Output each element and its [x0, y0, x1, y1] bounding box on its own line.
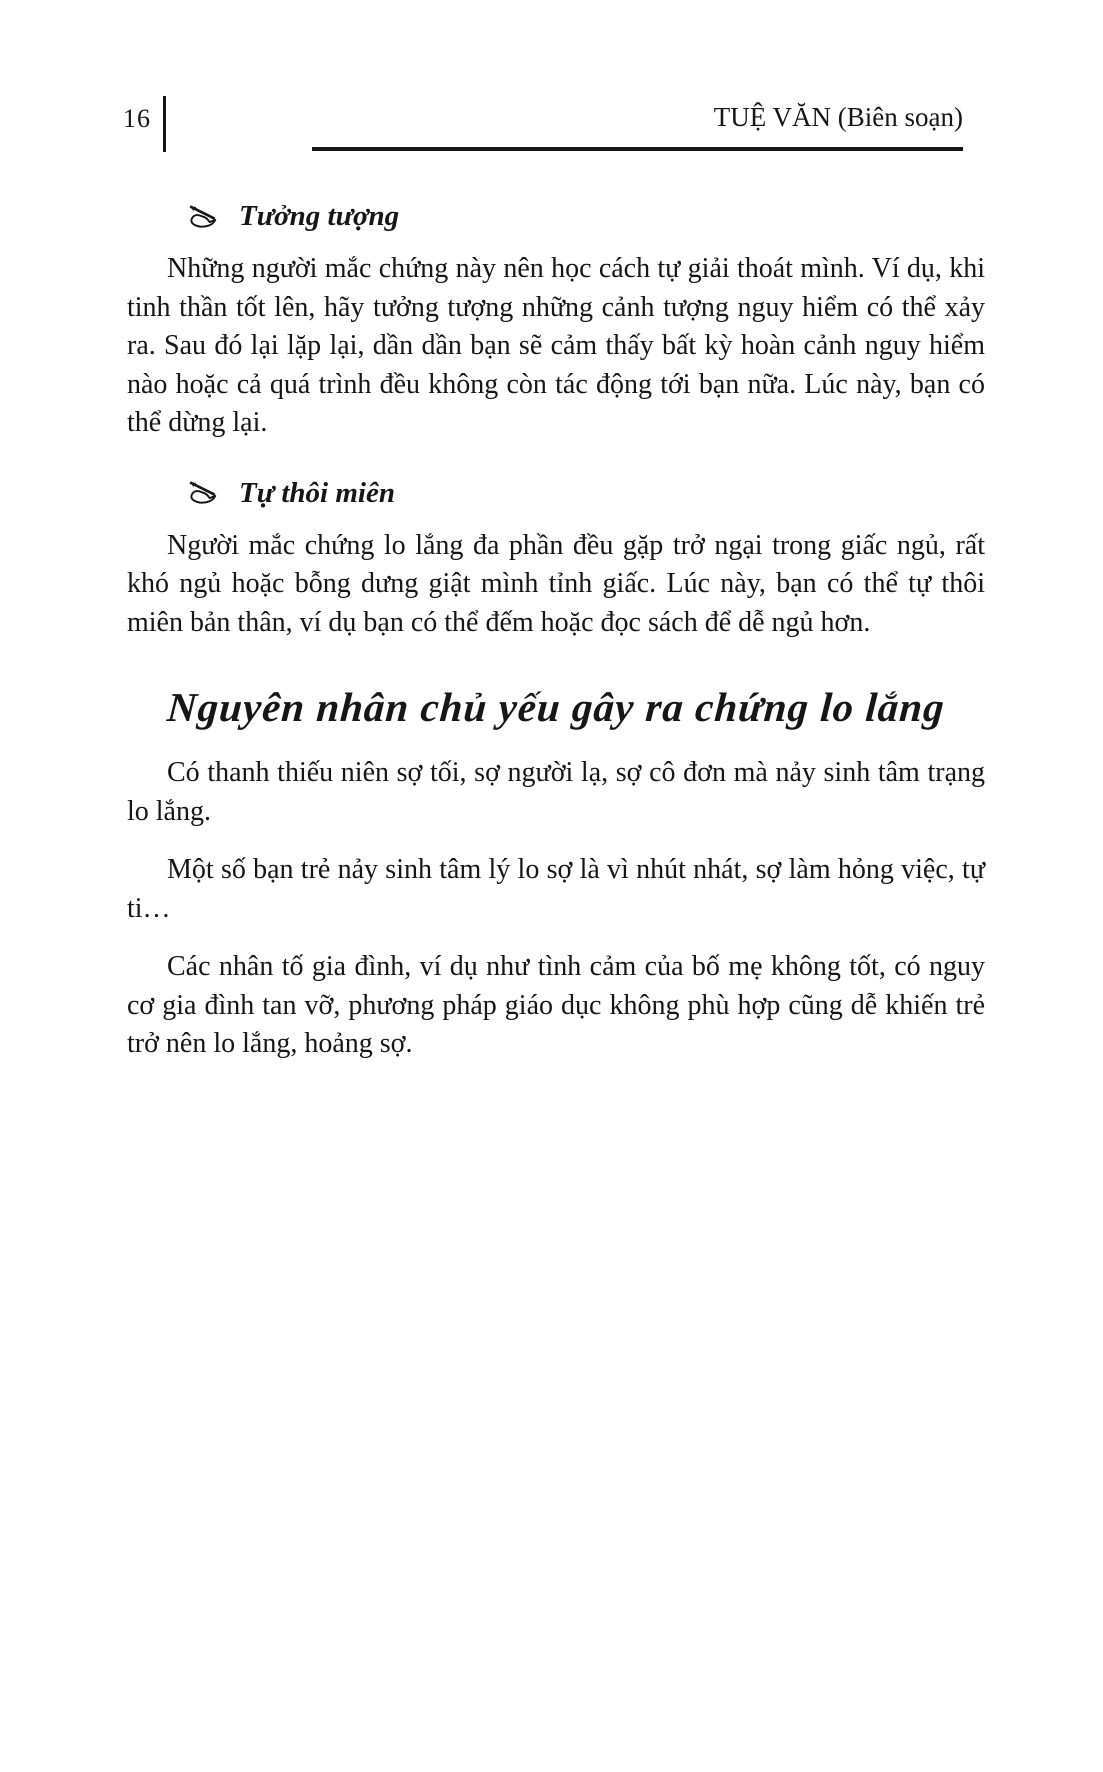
running-title: TUỆ VĂN (Biên soạn)	[713, 102, 963, 132]
subheading-label: Tưởng tượng	[239, 200, 400, 232]
paragraph-causes-fear: Có thanh thiếu niên sợ tối, sợ người lạ, sợ cô đơn mà nảy sinh tâm trạng lo lắng.	[127, 757, 985, 827]
section-title-causes: Nguyên nhân chủ yếu gây ra chứng lo lắng	[165, 684, 947, 730]
subheading-label: Tự thôi miên	[239, 476, 395, 509]
paragraph-causes-timidity: Một số bạn trẻ nảy sinh tâm lý lo sợ là vì nhút nhát, sợ làm hỏng việc, tự ti…	[127, 854, 985, 924]
header-rule	[312, 147, 963, 151]
paragraph-self-hypnosis: Người mắc chứng lo lắng đa phần đều gặp trở ngại trong giấc ngủ, rất khó ngủ hoặc bỗng dưng giật mình tỉnh giấc. Lúc này, bạn có thể tự thôi miên bản thân, ví dụ bạn có thể đếm hoặc đọc sách để dễ ngủ hơn.	[127, 529, 985, 638]
page-header	[0, 96, 1103, 156]
paragraph-imagination: Những người mắc chứng này nên học cách tự giải thoát mình. Ví dụ, khi tinh thần tốt lên, hãy tưởng tượng những cảnh tượng nguy hiểm có thể xảy ra. Sau đó lại lặp lại, dần dần bạn sẽ cảm thấy bất kỳ hoàn cảnh nguy hiểm nào hoặc cả quá trình đều không còn tác động tới bạn nữa. Lúc này, bạn có thể dừng lại.	[127, 253, 985, 438]
writing-hand-icon	[189, 480, 227, 505]
page-body	[127, 196, 985, 1084]
subheading-imagination	[189, 196, 985, 236]
subheading-self-hypnosis	[189, 473, 985, 513]
paragraph-causes-family: Các nhân tố gia đình, ví dụ như tình cảm của bố mẹ không tốt, có nguy cơ gia đình tan vỡ, phương pháp giáo dục không phù hợp cũng dễ khiến trẻ trở nên lo lắng, hoảng sợ.	[127, 951, 985, 1059]
page-number: 16	[123, 104, 151, 133]
header-divider-bar	[163, 96, 166, 152]
writing-hand-icon	[189, 204, 227, 229]
